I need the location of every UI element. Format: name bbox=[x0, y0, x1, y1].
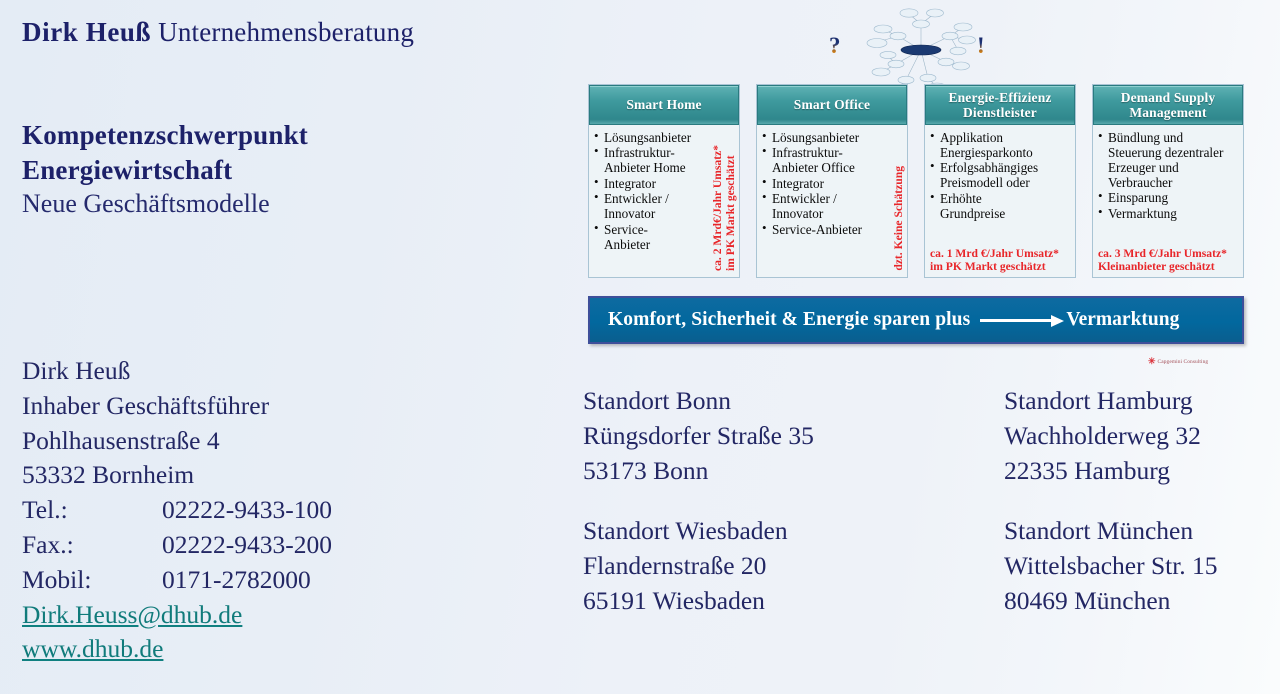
list-item-sub: Anbieter bbox=[604, 236, 651, 252]
location-title: Standort Bonn bbox=[583, 386, 732, 415]
contact-street: Pohlhausenstraße 4 bbox=[22, 425, 220, 455]
card-header bbox=[1093, 85, 1243, 125]
note-line-1: ca. 3 Mrd €/Jahr Umsatz* bbox=[1098, 247, 1227, 261]
list-item-text: Lösungsanbieter bbox=[604, 130, 692, 145]
note-line-2: im PK Markt geschätzt bbox=[724, 155, 738, 271]
list-item bbox=[761, 222, 901, 237]
note-line-2: im PK Markt geschätzt bbox=[930, 260, 1046, 274]
contact-tel-row bbox=[22, 493, 332, 528]
brand-subtitle: Unternehmensberatung bbox=[158, 17, 415, 47]
card-body bbox=[1093, 125, 1243, 277]
list-item-text: Integrator bbox=[604, 175, 656, 191]
exclamation-mark-icon: ! bbox=[977, 33, 985, 58]
location-street: Wachholderweg 32 bbox=[1004, 420, 1201, 450]
list-item-sub: Anbieter Office bbox=[772, 160, 855, 176]
card-title bbox=[948, 90, 1051, 120]
focus-line-1: Kompetenzschwerpunkt bbox=[22, 120, 308, 150]
location-muenchen bbox=[1004, 514, 1218, 618]
list-item-text: Service- bbox=[604, 221, 648, 237]
location-hamburg bbox=[1004, 384, 1218, 488]
banner-text: Komfort, Sicherheit & Energie sparen plus bbox=[608, 309, 971, 330]
location-city: 65191 Wiesbaden bbox=[583, 585, 765, 615]
card-body bbox=[757, 125, 907, 277]
list-item-sub: Steuerung dezentraler Erzeuger und Verbraucher bbox=[1108, 144, 1224, 190]
arrow-right-icon bbox=[980, 314, 1064, 326]
list-item-sub: Innovator bbox=[772, 206, 824, 222]
question-mark-icon: ? bbox=[829, 33, 841, 58]
market-estimate-note bbox=[711, 145, 737, 271]
list-item bbox=[761, 130, 901, 145]
email-link[interactable]: Dirk.Heuss@dhub.de bbox=[22, 599, 243, 629]
card-list bbox=[1097, 130, 1237, 221]
list-item-sub: Innovator bbox=[604, 206, 656, 222]
contact-city: 53332 Bornheim bbox=[22, 460, 195, 490]
focus-line-2: Energiewirtschaft bbox=[22, 154, 233, 185]
card-list bbox=[929, 130, 1069, 221]
banner-text-target: Vermarktung bbox=[1066, 309, 1180, 330]
card-header bbox=[589, 85, 739, 125]
list-item bbox=[1097, 206, 1237, 221]
list-item bbox=[761, 176, 901, 191]
list-item-sub: Energiesparkonto bbox=[940, 144, 1033, 160]
card-smart-office[interactable] bbox=[756, 84, 908, 278]
list-item-text: Einsparung bbox=[1108, 190, 1169, 206]
card-title-line-2: Dienstleister bbox=[963, 105, 1037, 120]
list-item-text: Bündlung und bbox=[1108, 130, 1184, 145]
location-street: Wittelsbacher Str. 15 bbox=[1004, 551, 1218, 581]
list-item-text: Service-Anbieter bbox=[772, 221, 863, 237]
list-item-sub: Anbieter Home bbox=[604, 160, 686, 176]
location-city: 80469 München bbox=[1004, 585, 1171, 615]
card-smart-home[interactable] bbox=[588, 84, 740, 278]
location-title: Standort Hamburg bbox=[1004, 386, 1193, 415]
contact-mobile-label: Mobil: bbox=[22, 564, 92, 594]
card-title: Smart Office bbox=[793, 97, 871, 113]
list-item-text: Lösungsanbieter bbox=[772, 130, 860, 145]
list-item bbox=[761, 145, 901, 175]
note-line-1: dzt. Keine Schätzung bbox=[892, 166, 906, 271]
card-title-line-2: Management bbox=[1129, 105, 1207, 120]
contact-name: Dirk Heuß bbox=[22, 356, 131, 385]
capgemini-consulting-logo bbox=[1148, 357, 1208, 366]
contact-mobile-value: 0171-2782000 bbox=[162, 564, 311, 594]
location-city: 53173 Bonn bbox=[583, 455, 709, 485]
contact-block bbox=[22, 354, 332, 667]
list-item bbox=[929, 160, 1069, 190]
list-item-text: Infrastruktur- bbox=[604, 145, 675, 161]
capgemini-label: Capgemini Consulting bbox=[1157, 358, 1209, 365]
capgemini-mark-icon: ✳ bbox=[1148, 356, 1156, 366]
brand-name: Dirk Heuß bbox=[22, 17, 152, 47]
website-link[interactable]: www.dhub.de bbox=[22, 634, 164, 664]
list-item-text: Applikation bbox=[940, 130, 1004, 145]
network-mindmap-icon bbox=[862, 2, 980, 92]
location-city: 22335 Hamburg bbox=[1004, 455, 1170, 485]
card-energie-effizienz-dienstleister[interactable] bbox=[924, 84, 1076, 278]
list-item bbox=[1097, 130, 1237, 190]
card-list bbox=[761, 130, 901, 237]
contact-role: Inhaber Geschäftsführer bbox=[22, 390, 270, 420]
card-title bbox=[1121, 90, 1216, 120]
contact-fax-row bbox=[22, 528, 332, 563]
list-item-text: Entwickler / bbox=[604, 191, 669, 207]
card-title: Smart Home bbox=[626, 97, 702, 113]
note-line-1: ca. 2 Mrd€/Jahr Umsatz* bbox=[711, 144, 725, 271]
card-demand-supply-management[interactable] bbox=[1092, 84, 1244, 278]
contact-tel-value: 02222-9433-100 bbox=[162, 495, 332, 525]
location-street: Flandernstraße 20 bbox=[583, 551, 767, 581]
location-title: Standort München bbox=[1004, 516, 1194, 546]
note-line-2: Kleinanbieter geschätzt bbox=[1098, 260, 1215, 274]
card-title-line-1: Energie-Effizienz bbox=[948, 89, 1052, 105]
contact-mobile-row bbox=[22, 563, 332, 598]
list-item-text: Infrastruktur- bbox=[772, 145, 843, 161]
market-estimate-note bbox=[892, 166, 905, 271]
location-street: Rüngsdorfer Straße 35 bbox=[583, 420, 814, 450]
card-title-line-1: Demand Supply bbox=[1120, 89, 1216, 105]
list-item bbox=[929, 130, 1069, 160]
list-item-text: Entwickler / bbox=[772, 191, 837, 207]
location-column-middle bbox=[583, 384, 814, 619]
contact-fax-label: Fax.: bbox=[22, 529, 74, 559]
contact-tel-label: Tel.: bbox=[22, 495, 68, 525]
list-item-text: Erfolgsabhängiges bbox=[940, 160, 1039, 176]
list-item bbox=[929, 191, 1069, 221]
location-title: Standort Wiesbaden bbox=[583, 516, 788, 546]
card-row bbox=[588, 84, 1244, 278]
value-proposition-banner bbox=[588, 296, 1244, 344]
location-wiesbaden bbox=[583, 514, 814, 618]
list-item-sub: Preismodell oder bbox=[940, 175, 1030, 191]
market-estimate-note bbox=[930, 247, 1059, 273]
focus-line-3: Neue Geschäftsmodelle bbox=[22, 189, 270, 219]
card-header bbox=[925, 85, 1075, 125]
list-item bbox=[1097, 190, 1237, 205]
list-item bbox=[761, 191, 901, 221]
location-bonn bbox=[583, 384, 814, 488]
market-estimate-note bbox=[1098, 247, 1227, 273]
card-body bbox=[925, 125, 1075, 277]
card-body bbox=[589, 125, 739, 277]
list-item bbox=[593, 130, 733, 145]
location-column-right bbox=[1004, 384, 1218, 619]
contact-fax-value: 02222-9433-200 bbox=[162, 529, 332, 559]
list-item-text: Integrator bbox=[772, 175, 824, 191]
list-item-text: Erhöhte bbox=[940, 190, 982, 206]
card-header bbox=[757, 85, 907, 125]
list-item-text: Vermarktung bbox=[1108, 205, 1177, 221]
list-item-sub: Grundpreise bbox=[940, 205, 1006, 221]
note-line-1: ca. 1 Mrd €/Jahr Umsatz* bbox=[930, 247, 1059, 261]
